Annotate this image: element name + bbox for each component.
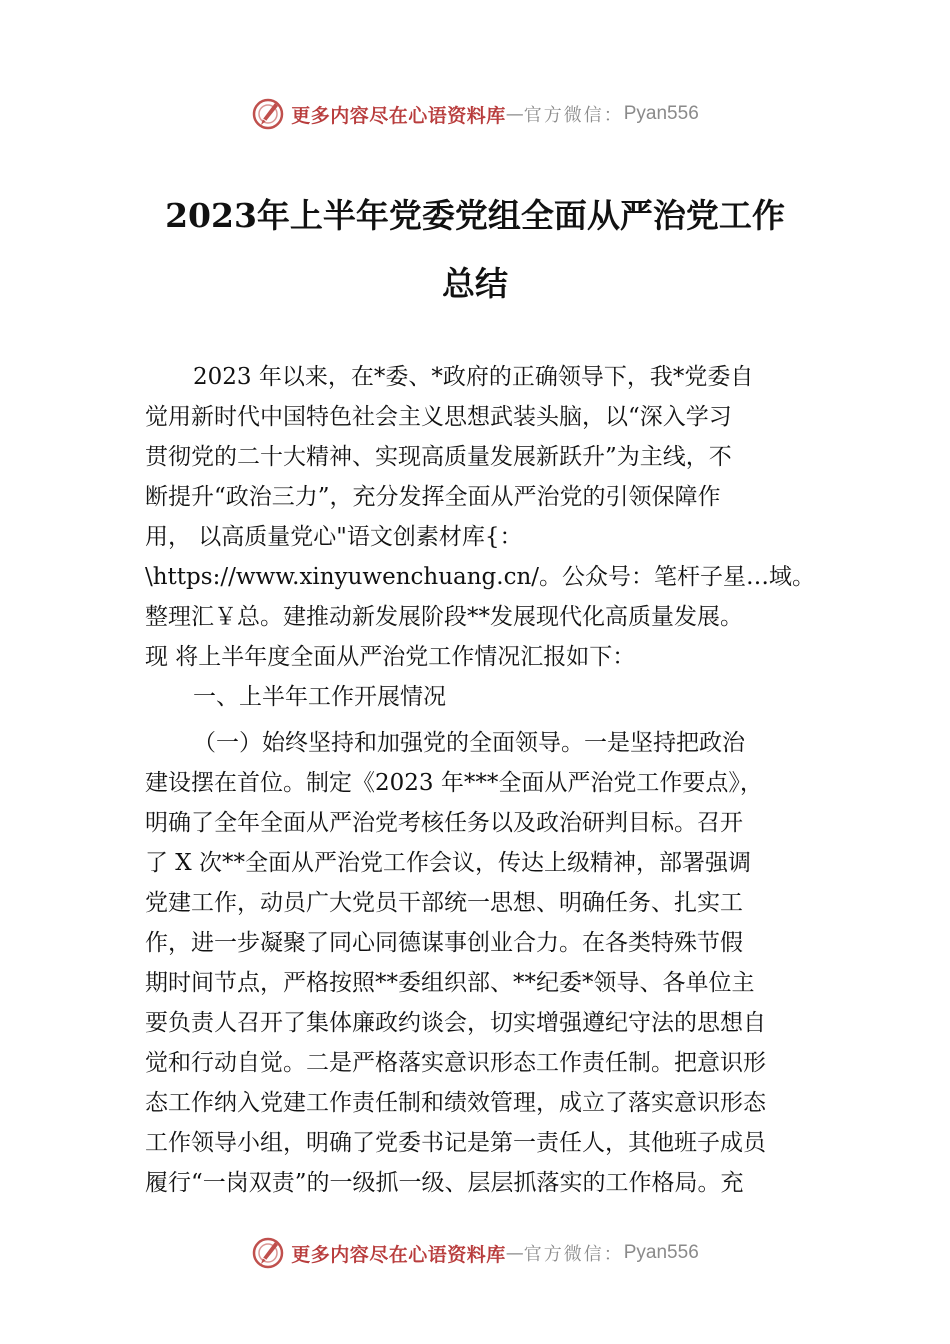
intro-line: 整理汇￥总。建推动新发展阶段**发展现代化高质量发展。 bbox=[145, 604, 743, 630]
watermark-contact-id: Pyan556 bbox=[623, 1242, 699, 1263]
watermark-contact-id: Pyan556 bbox=[623, 103, 699, 124]
document-body bbox=[145, 357, 820, 1203]
paragraph-line: 作，进一步凝聚了同心同德谋事创业合力。在各类特殊节假 bbox=[145, 930, 743, 956]
paragraph-line: （一）始终坚持和加强党的全面领导。一是坚持把政治 bbox=[193, 730, 745, 756]
paragraph-line: 要负责人召开了集体廉政约谈会，切实增强遵纪守法的思想自 bbox=[145, 1010, 766, 1036]
paragraph-line: 觉和行动自觉。二是严格落实意识形态工作责任制。把意识形 bbox=[145, 1050, 766, 1076]
header-watermark bbox=[0, 94, 950, 134]
watermark-text: 更多内容尽在心语资料库 bbox=[291, 1243, 506, 1266]
section-heading: 一、上半年工作开展情况 bbox=[193, 684, 446, 710]
pen-nib-logo-icon bbox=[251, 1236, 285, 1270]
document-title-line-1: 2023年上半年党委党组全面从严治党工作 bbox=[165, 196, 785, 235]
paragraph-line: 工作领导小组，明确了党委书记是第一责任人，其他班子成员 bbox=[145, 1130, 766, 1156]
paragraph-line: 党建工作，动员广大党员干部统一思想、明确任务、扎实工 bbox=[145, 890, 743, 916]
watermark-text: 更多内容尽在心语资料库 bbox=[291, 104, 506, 127]
pen-nib-logo-icon bbox=[251, 97, 285, 131]
watermark-contact-label: 官方微信： bbox=[523, 1244, 624, 1265]
intro-line: 2023 年以来，在*委、*政府的正确领导下，我*党委自 bbox=[193, 364, 754, 390]
intro-line: 用， 以高质量党心"语文创素材库{： bbox=[145, 524, 523, 550]
paragraph-line: 履行“一岗双责”的一级抓一级、层层抓落实的工作格局。充 bbox=[145, 1170, 744, 1196]
paragraph-line: 期时间节点，严格按照**委组织部、**纪委*领导、各单位主 bbox=[145, 970, 755, 996]
footer-watermark bbox=[0, 1233, 950, 1273]
intro-line: 断提升“政治三力”，充分发挥全面从严治党的引领保障作 bbox=[145, 484, 721, 510]
watermark-separator: — bbox=[505, 1242, 524, 1264]
watermark-separator: — bbox=[505, 103, 524, 125]
intro-line: 现 将上半年度全面从严治党工作情况汇报如下： bbox=[145, 644, 636, 670]
paragraph-line: 建设摆在首位。制定《2023 年***全面从严治党工作要点》， bbox=[145, 770, 763, 796]
paragraph-line: 态工作纳入党建工作责任制和绩效管理，成立了落实意识形态 bbox=[145, 1090, 766, 1116]
intro-line: 贯彻党的二十大精神、实现高质量发展新跃升”为主线，不 bbox=[145, 444, 732, 470]
paragraph-line: 明确了全年全面从严治党考核任务以及政治研判目标。召开 bbox=[145, 810, 743, 836]
intro-line: \https://www.xinyuwenchuang.cn/。公众号：笔杆子星…域。 bbox=[145, 564, 816, 590]
intro-line: 觉用新时代中国特色社会主义思想武装头脑，以“深入学习 bbox=[145, 404, 732, 430]
paragraph-line: 了 X 次**全面从严治党工作会议，传达上级精神，部署强调 bbox=[145, 850, 751, 876]
document-title-line-2: 总结 bbox=[442, 264, 508, 303]
watermark-contact-label: 官方微信： bbox=[523, 105, 624, 126]
